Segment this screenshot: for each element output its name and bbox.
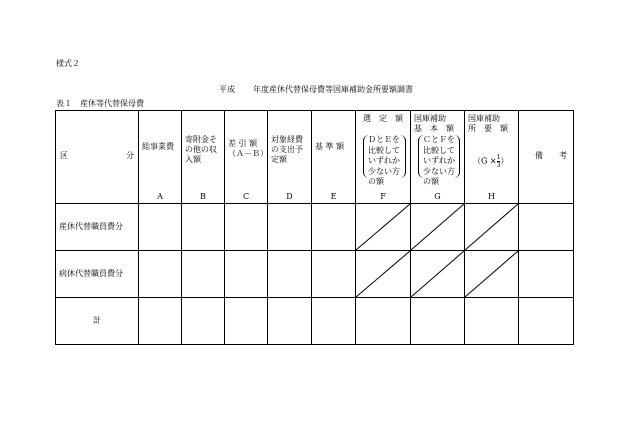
row-label-cell [56, 298, 139, 345]
header-d-line2: の支出予 [271, 145, 303, 154]
header-g-p3: いずれか [423, 156, 455, 165]
header-b-line3: 入額 [185, 155, 201, 164]
header-g-p4: 少ない方 [423, 166, 455, 176]
cell-biko[interactable] [519, 251, 574, 298]
row-label-cell [56, 204, 139, 251]
biko-left: 備 [535, 151, 543, 160]
header-h-letter: H [488, 192, 495, 201]
cell-f-diagonal [356, 251, 411, 298]
header-g [411, 111, 465, 204]
formula-post: ） [500, 156, 509, 166]
header-a-letter: A [157, 192, 163, 201]
cell-d[interactable] [268, 251, 312, 298]
header-a [139, 111, 182, 204]
header-f-title: 選 定 額 [363, 114, 403, 123]
header-f-p2: 比較して [368, 145, 400, 155]
header-e-label: 基 準 額 [315, 142, 345, 151]
header-c [225, 111, 268, 204]
total-label: 計 [93, 316, 101, 325]
cell-b[interactable] [182, 298, 225, 345]
header-c-line2: （Ａ－Ｂ） [228, 149, 268, 158]
cell-a[interactable] [139, 204, 182, 251]
header-h-title1: 国庫補助 [468, 114, 500, 123]
cell-e[interactable] [312, 298, 356, 345]
table-caption: 表１ 産休等代替保母費 [56, 99, 144, 108]
header-g-letter: G [434, 192, 441, 201]
cell-f[interactable] [356, 298, 411, 345]
cell-biko[interactable] [519, 204, 574, 251]
header-f-p1: ＤとＥを [368, 135, 400, 144]
budget-table [55, 110, 574, 345]
form-label: 様式２ [56, 59, 80, 68]
cell-d[interactable] [268, 298, 312, 345]
header-f-p3: いずれか [368, 156, 400, 165]
cell-g[interactable] [411, 298, 465, 345]
header-b-line2: の他の収 [185, 145, 217, 154]
kubun-left: 区 [60, 151, 68, 160]
header-h-formula [473, 154, 508, 169]
cell-g-diagonal [411, 251, 465, 298]
fraction-numerator: 1 [496, 154, 501, 161]
biko-right: 考 [559, 151, 567, 160]
cell-c[interactable] [225, 251, 268, 298]
cell-c[interactable] [225, 204, 268, 251]
header-f [356, 111, 411, 204]
fraction-denominator: 3 [496, 162, 501, 169]
formula-pre: （G × [473, 156, 497, 166]
header-e-letter: E [330, 192, 337, 201]
header-g-title2: 基 本 額 [414, 124, 454, 133]
header-f-p4: 少ない方 [368, 166, 400, 176]
header-d [268, 111, 312, 204]
header-e [312, 111, 356, 204]
header-d-line3: 定額 [271, 155, 287, 164]
cell-a[interactable] [139, 298, 182, 345]
row-label: 産休代替職員費分 [59, 222, 123, 231]
table-row [56, 251, 574, 298]
cell-e[interactable] [312, 251, 356, 298]
header-a-label: 総事業費 [142, 142, 174, 151]
cell-b[interactable] [182, 204, 225, 251]
cell-d[interactable] [268, 204, 312, 251]
table-row [56, 204, 574, 251]
document-title [219, 85, 413, 95]
header-h-title2: 所 要 額 [468, 124, 508, 133]
header-kubun [56, 111, 139, 204]
cell-g-diagonal [411, 204, 465, 251]
header-d-line1: 対象経費 [271, 135, 303, 144]
cell-h[interactable] [465, 298, 519, 345]
cell-biko[interactable] [519, 298, 574, 345]
cell-h-diagonal [465, 251, 519, 298]
row-label-cell [56, 251, 139, 298]
header-h [465, 111, 519, 204]
header-b [182, 111, 225, 204]
kubun-right: 分 [126, 151, 134, 160]
header-biko [519, 111, 574, 204]
title-era: 平成 [219, 85, 235, 94]
header-b-line1: 寄附金そ [185, 135, 217, 144]
header-g-p5: の額 [423, 177, 439, 186]
header-f-p5: の額 [368, 177, 384, 186]
cell-b[interactable] [182, 251, 225, 298]
cell-a[interactable] [139, 251, 182, 298]
cell-h-diagonal [465, 204, 519, 251]
header-c-line1: 差 引 額 [228, 139, 258, 148]
header-g-p1: ＣとＦを [423, 135, 455, 144]
header-b-letter: B [200, 192, 206, 201]
cell-e[interactable] [312, 204, 356, 251]
table-row-total [56, 298, 574, 345]
header-g-p2: 比較して [423, 145, 455, 155]
title-main: 年度産休代替保母費等国庫補助金所要額調書 [253, 85, 413, 94]
header-g-title1: 国庫補助 [414, 114, 446, 123]
row-label: 病休代替職員費分 [59, 269, 123, 278]
cell-f-diagonal [356, 204, 411, 251]
cell-c[interactable] [225, 298, 268, 345]
header-f-letter: F [380, 192, 386, 201]
header-c-letter: C [242, 192, 250, 201]
header-d-letter: D [286, 192, 293, 201]
